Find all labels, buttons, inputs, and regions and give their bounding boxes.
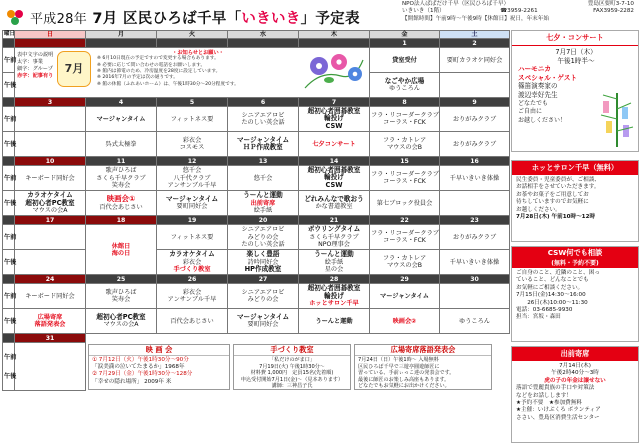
- cell-jul23-pm: 千早いきいき体操: [440, 250, 510, 275]
- cell-jul10-am: キーボード同好会: [15, 166, 86, 191]
- craft-box: 手づくり教室 「私だけのがま口」 7月19日(火) 午後1時30分～ 材料費 1,000円 定員15名(先着順) 申込受付開始7月1日(金)～（見本あります） 講師：三神昌子氏: [233, 344, 351, 390]
- week5-pm: 午後 広場寄席 落語発表会 超初心者PC教室 マウスの会A 百代会あじさい マージャンタイム 要町同好会 うーんと運動 映画会② ゆうころん: [3, 309, 510, 334]
- week2-pm: 午後 呉式太極拳 彩衣会 コスモス マージャンタイム ＨＰ作成教室 七夕コンサート フラ・カトレア マウスの会B おりがみクラブ: [3, 132, 510, 157]
- hiroba-logo-icon: [4, 7, 26, 27]
- organization-info: NPO法人ぱぱだけ千早（区民ひろば千早） 豊島区要町3-7-10 いきいき（1階） ☎3959-2261 FAX3959-2282 【開館時間】午前9時～午後9時【休館日】祝日，年末年始: [402, 1, 634, 22]
- cell-jul22-am: フラ・リコーダークラブ コーラス・FCK: [370, 225, 440, 250]
- cell-jul17-pm: [15, 250, 86, 275]
- cell-jul14-pm: どれみんなで歌おう かな書道教室: [299, 191, 370, 216]
- cell-jul29-pm: 映画会②: [370, 309, 440, 334]
- cell-jul8-am: フラ・リコーダークラブ コーラス・FCK: [370, 107, 440, 132]
- cell-jul5-pm: 彩衣会 コスモス: [157, 132, 228, 157]
- cell-jul11-pm: 映画会① 百代会あじさい: [86, 191, 157, 216]
- week2-am: 午前 マージャンタイム フィットネス要 シニアエアロビ たのしい英会話 超初心者囲碁教室 輪投げ CSW フラ・リコーダークラブ コーラス・FCK おりがみクラブ: [3, 107, 510, 132]
- cell-jul10-pm: カラオケタイム 超初心者PC教室 マウスの会A: [15, 191, 86, 216]
- week4-am: 午前 休館日 海の日 フィットネス要 シニアエアロビ みどりの会 たのしい英会話 ボウリングタイム さくら千早クラブ NPO理事会 フラ・リコーダークラブ コーラス・FCK おりがみクラブ: [3, 225, 510, 250]
- rakugo-box: 広場寄席落語発表会 7月24日（日）午後1時～ 入場無料 区民ひろば千早で三遊亭圓遊師匠に 習っている、手前ぃっこ達の発表会です。 最後に師匠のお楽しみ高座もあります。 どなたでもお気軽にお出かけください。: [354, 344, 492, 390]
- cell-jul16-pm: [440, 191, 510, 216]
- page-title: 平成28年 7月 区民ひろば千早「いきいき」予定表: [30, 10, 360, 27]
- cell-jul7-pm: 七夕コンサート: [299, 132, 370, 157]
- week1-dates: [3, 39, 510, 48]
- cell-jul25-am: 歌声ひろば 笑寿会: [86, 284, 157, 309]
- weekday-mon: 月: [86, 31, 157, 39]
- cell-jul3-pm: [15, 132, 86, 157]
- cell-jul12-pm: マージャンタイム 要町同好会: [157, 191, 228, 216]
- date-31: 31: [15, 334, 86, 343]
- cell-jul27-pm: マージャンタイム 要町同好会: [228, 309, 299, 334]
- date-1: 1: [370, 39, 440, 48]
- week5-am: 午前 キーボード同好会 歌声ひろば 笑寿会 彩衣会 アンサンブル千早 シニアエアロビ みどりの会 超初心者囲碁教室 輪投げ ホッとサロン千早 マージャンタイム: [3, 284, 510, 309]
- cell-jul30-pm: ゆうころん: [440, 309, 510, 334]
- page-header: [4, 4, 360, 30]
- week6-dates: [3, 334, 510, 343]
- cell-jul6-pm: マージャンタイム ＨＰ作成教室: [228, 132, 299, 157]
- weekday-fri: 金: [370, 31, 440, 39]
- cell-jul19-am: フィットネス要: [157, 225, 228, 250]
- bottom-boxes: [86, 343, 510, 391]
- calendar-table: [2, 30, 510, 391]
- cell-jul17-am: [15, 225, 86, 250]
- csw-consult-box: CSW何でも相談 (無料・予約不要) ご自身のこと、近隣のこと、困っ ていること、どんなことでも お気軽にご相談ください。 7月15日(金)14:30～16:00 26日(木)10:00～11:30 電話：03-6685-9930 担当：宮坂・森田: [511, 246, 639, 342]
- cell-jul26-am: 彩衣会 アンサンブル千早: [157, 284, 228, 309]
- demae-yose-box: 出前寄席 7月14日(木) 午後2時40分～3時 虎の子の年金は譲せない 落語で豊麗貴族の手口や対策法 などをお話しします！ ★予約不要 ★参加費無料 ★主催：いけぶくろ ボランティア ささい、豊島区消費生活センター: [511, 346, 639, 443]
- cell-jul18-holiday: 休館日 海の日: [86, 225, 157, 275]
- cell-jul27-am: シニアエアロビ みどりの会: [228, 284, 299, 309]
- weekday-thu: 木: [299, 31, 370, 39]
- movie-box: 映 画 会 ① 7月12日（火）午後1時30分～90分 「涙美満の泣いてたまるか」1968年 ② 7月29日（金）午後1時30分～128分 「幸せの隠れ場所」 2009年 米: [88, 344, 230, 390]
- am-label: 午前: [3, 48, 15, 73]
- morning-glory-illustration: [301, 50, 365, 90]
- weekday-sun: 日: [15, 31, 86, 39]
- notices: ・お知らせとお願い・ ※ 6月10日現在の予定ですので変更する場合もあります。 ※ 必要に応じて問い合わせの電話をお願いします。 ※ 館内は節電のため、冷房温度を28度に設定しています。 ※ 2016年7月の予定は次の通りです。 ※ 館の休館（ふれあいホーム）は、午後1時30分～20分程度です。: [97, 50, 239, 87]
- cell-jul9-pm: おりがみクラブ: [440, 132, 510, 157]
- cell-jul25-pm: 超初心者PC教室 マウスの会A: [86, 309, 157, 334]
- cell-jul8-pm: フラ・カトレア マウスの会B: [370, 132, 440, 157]
- cell-jul1-pm: なごやか広場 ゆうころん: [370, 73, 440, 98]
- calendar: [2, 30, 509, 443]
- week3-am: 午前 キーボード同好会 歌声ひろば さくら千早クラブ 笑寿会 悠千会 八千代クラブ アンサンブル千早 悠千会 超初心者囲碁教室 輪投げ CSW フラ・リコーダークラブ コーラス・FCK 千早いきいき体操: [3, 166, 510, 191]
- am-pm-label: 午前 午後: [3, 343, 15, 391]
- cell-jul3-am: [15, 107, 86, 132]
- month-badge: 7月: [57, 51, 91, 87]
- right-column: [511, 30, 639, 443]
- tanabata-bamboo-icon: [597, 91, 635, 149]
- notice-panel: [15, 48, 370, 98]
- weekday-wed: 水: [228, 31, 299, 39]
- cell-jul15-pm: 第七ブロック役員会: [370, 191, 440, 216]
- pm-label: 午後: [3, 73, 15, 98]
- cell-jul7-am: 超初心者囲碁教室 輪投げ CSW: [299, 107, 370, 132]
- cell-jul15-am: フラ・リコーダークラブ コーラス・FCK: [370, 166, 440, 191]
- cell-jul20-am: シニアエアロビ みどりの会 たのしい英会話: [228, 225, 299, 250]
- cell-jul20-pm: 楽しく豊語 詩吟同好会 HP作成教室: [228, 250, 299, 275]
- week6-row: [3, 343, 510, 391]
- week3-pm: 午後 カラオケタイム 超初心者PC教室 マウスの会A 映画会① 百代会あじさい マージャンタイム 要町同好会 うーんと運動 出前寄席 絵手紙 どれみんなで歌おう かな書道教室 第七ブロック役員会: [3, 191, 510, 216]
- date-2: 2: [440, 39, 510, 48]
- cell-jul11-am: 歌声ひろば さくら千早クラブ 笑寿会: [86, 166, 157, 191]
- week2-dates: 3 4 5 6 7 8 9: [3, 98, 510, 107]
- cell-jul22-pm: フラ・カトレア マウスの会B: [370, 250, 440, 275]
- week4-pm: 午後 カラオケタイム 彩衣会 手づくり教室 楽しく豊語 詩吟同好会 HP作成教室 うーんと運動 絵手紙 星の会 フラ・カトレア マウスの会B 千早いきいき体操: [3, 250, 510, 275]
- cell-jul14-am: 超初心者囲碁教室 輪投げ CSW: [299, 166, 370, 191]
- legend: 表中文字の説明 太字：事業 細字：グループ 赤字：記事有り: [17, 52, 54, 80]
- cell-jul9-am: おりがみクラブ: [440, 107, 510, 132]
- weekday-header: [3, 31, 510, 39]
- hot-salon-box: ホッとサロン千早（無料） 民生委員・児童委員が、ご相談、 お話相手をさせていただきます。 お茶やお菓子をご用意してお 待ちしていますのでお気軽に お越しください。 7月28日(木) 午前10時～12時: [511, 160, 639, 242]
- cell-jul23-am: おりがみクラブ: [440, 225, 510, 250]
- cell-jul26-pm: 百代会あじさい: [157, 309, 228, 334]
- week5-dates: 24 25 26 27 28 29 30: [3, 275, 510, 284]
- cell-jul21-am: ボウリングタイム さくら千早クラブ NPO理事会: [299, 225, 370, 250]
- week1-am: [3, 48, 510, 73]
- week4-dates: 17 18 19 20 21 22 23: [3, 216, 510, 225]
- cell-jul16-am: 千早いきいき体操: [440, 166, 510, 191]
- weekday-tue: 火: [157, 31, 228, 39]
- day-label: 曜日: [4, 31, 16, 38]
- cell-jul24-pm: 広場寄席 落語発表会: [15, 309, 86, 334]
- cell-jul12-am: 悠千会 八千代クラブ アンサンブル千早: [157, 166, 228, 191]
- cell-jul13-am: 悠千会: [228, 166, 299, 191]
- cell-jul5-am: フィットネス要: [157, 107, 228, 132]
- cell-jul4-pm: 呉式太極拳: [86, 132, 157, 157]
- cell-jul29-am: マージャンタイム: [370, 284, 440, 309]
- weekday-sat: 土: [440, 31, 510, 39]
- cell-jul24-am: キーボード同好会: [15, 284, 86, 309]
- tanabata-box: 七夕・コンサート 7月7日（木） 午後1時半～ ハーモニカ スペシャル・ゲスト 篠笛演奏家の 渡辺幸好先生 どなたでも ご自由に お越しください！: [511, 30, 639, 152]
- cell-jul2-am: 要町カラオケ同好会: [440, 48, 510, 73]
- cell-jul31: [15, 343, 86, 391]
- cell-jul1-am: 貸室受付: [370, 48, 440, 73]
- cell-jul2-pm: [440, 73, 510, 98]
- cell-jul13-pm: うーんと運動 出前寄席 絵手紙: [228, 191, 299, 216]
- week3-dates: 10 11 12 13 14 15 16: [3, 157, 510, 166]
- cell-jul6-am: シニアエアロビ たのしい英会話: [228, 107, 299, 132]
- cell-jul21-pm: うーんと運動 絵手紙 星の会: [299, 250, 370, 275]
- cell-jul4-am: マージャンタイム: [86, 107, 157, 132]
- cell-jul30-am: [440, 284, 510, 309]
- cell-jul19-pm: カラオケタイム 彩衣会 手づくり教室: [157, 250, 228, 275]
- cell-jul28-am: 超初心者囲碁教室 輪投げ ホッとサロン千早: [299, 284, 370, 309]
- cell-jul28-pm: うーんと運動: [299, 309, 370, 334]
